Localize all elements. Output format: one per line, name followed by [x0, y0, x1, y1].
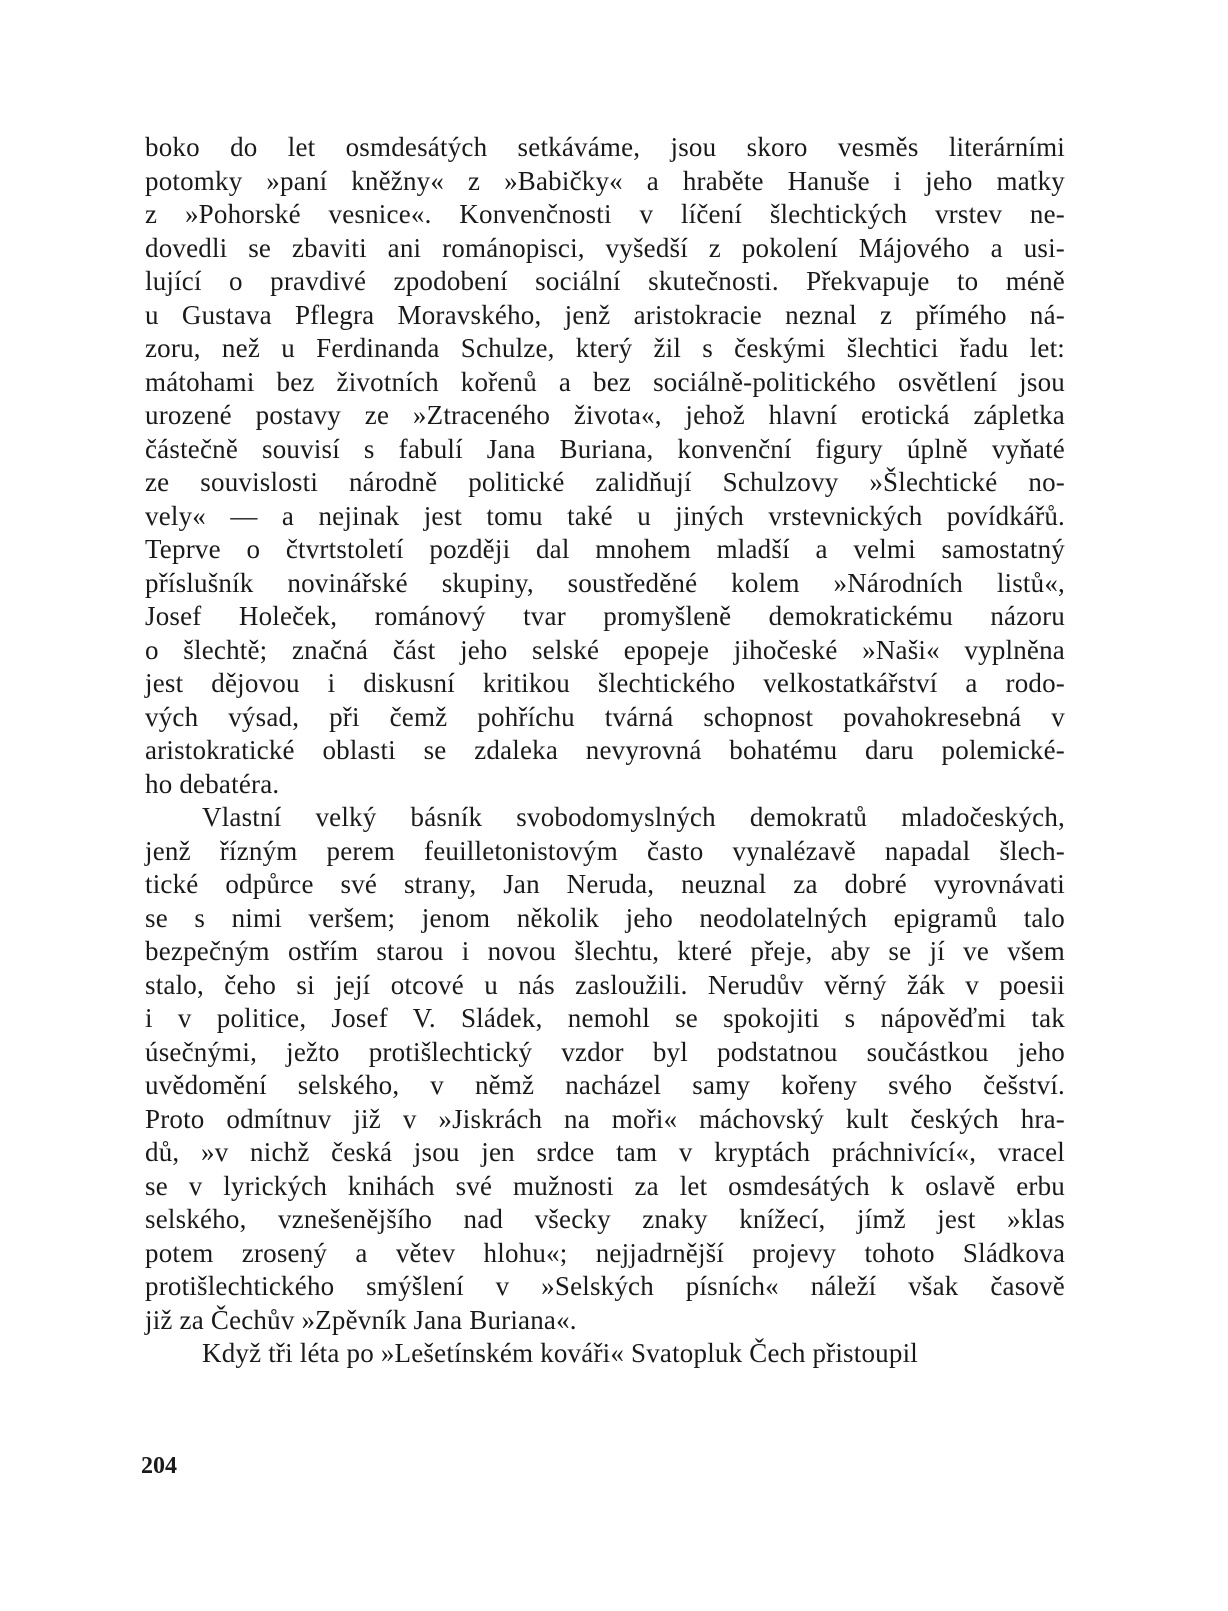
text-line: uvědomění selského, v němž nacházel samy kořeny svého češství. [145, 1070, 1065, 1100]
text-line: selského, vznešenějšího nad všecky znaky knížecí, jímž jest »klas [145, 1204, 1065, 1234]
text-line: mátohami bez životních kořenů a bez sociálně-politického osvětlení jsou [145, 366, 1065, 397]
text-line: stalo, čeho si její otcové u nás zasloužili. Nerudův věrný žák v poesii [145, 969, 1065, 1000]
text-line: Vlastní velký básník svobodomyslných demokratů mladočeských, [202, 802, 1065, 832]
text-line: lující o pravdivé zpodobení sociální skutečnosti. Překvapuje to méně [145, 266, 1065, 296]
text-line: ze souvislosti národně politické zalidňují Schulzovy »Šlechtické no- [145, 467, 1065, 497]
text-line: Teprve o čtvrtstoletí později dal mnohem mladší a velmi samostatný [145, 534, 1065, 564]
text-line: jenž řízným perem feuilletonistovým často vynalézavě napadal šlech- [145, 835, 1065, 866]
body-text [145, 131, 1065, 1371]
text-line: Když tři léta po »Lešetínském kováři« Svatopluk Čech přistoupil [202, 1338, 918, 1368]
text-line: částečně souvisí s fabulí Jana Buriana, konvenční figury úplně vyňaté [145, 433, 1065, 464]
text-line: dovedli se zbaviti ani románopisci, vyšedší z pokolení Májového a usi- [145, 232, 1065, 263]
text-line: příslušník novinářské skupiny, soustředěné kolem »Národních listů«, [145, 567, 1065, 598]
text-line: již za Čechův »Zpěvník Jana Buriana«. [145, 1304, 577, 1335]
text-line: u Gustava Pflegra Moravského, jenž aristokracie neznal z přímého ná- [145, 299, 1065, 330]
page-number: 204 [141, 1453, 177, 1479]
text-line: bezpečným ostřím starou i novou šlechtu, které přeje, aby se jí ve všem [145, 936, 1065, 966]
text-line: jest dějovou i diskusní kritikou šlechtického velkostatkářství a rodo- [145, 668, 1065, 698]
text-line: Josef Holeček, románový tvar promyšleně demokratickému názoru [145, 601, 1065, 631]
text-line: tické odpůrce své strany, Jan Neruda, neuznal za dobré vyrovnávati [145, 869, 1065, 899]
text-line: protišlechtického smýšlení v »Selských písních« náleží však časově [145, 1271, 1065, 1301]
text-line: ho debatéra. [145, 768, 280, 799]
text-line: boko do let osmdesátých setkáváme, jsou skoro vesměs literárními [145, 132, 1065, 162]
text-line: úsečnými, ježto protišlechtický vzdor byl podstatnou součástkou jeho [145, 1036, 1065, 1067]
text-line: z »Pohorské vesnice«. Konvenčnosti v líčení šlechtických vrstev ne- [145, 199, 1065, 229]
text-line: i v politice, Josef V. Sládek, nemohl se spokojiti s nápověďmi tak [145, 1003, 1065, 1033]
text-line: se v lyrických knihách své mužnosti za let osmdesátých k oslavě erbu [145, 1170, 1065, 1201]
text-line: zoru, než u Ferdinanda Schulze, který žil s českými šlechtici řadu let: [145, 333, 1065, 363]
text-line: aristokratické oblasti se zdaleka nevyrovná bohatému daru polemické- [145, 735, 1065, 765]
text-line: o šlechtě; značná část jeho selské epopeje jihočeské »Naši« vyplněna [145, 634, 1065, 665]
paragraph [145, 801, 1065, 1337]
text-line: urozené postavy ze »Ztraceného života«, jehož hlavní erotická zápletka [145, 400, 1065, 430]
text-line: se s nimi veršem; jenom několik jeho neodolatelných epigramů talo [145, 902, 1065, 933]
text-line: Proto odmítnuv již v »Jiskrách na moři« máchovský kult českých hra- [145, 1103, 1065, 1134]
paragraph [145, 131, 1065, 801]
text-line: dů, »v nichž česká jsou jen srdce tam v kryptách práchnivící«, vracel [145, 1137, 1065, 1167]
text-line: vely« — a nejinak jest tomu také u jiných vrstevnických povídkářů. [145, 500, 1065, 531]
text-line: vých výsad, při čemž pohříchu tvárná schopnost povahokresebná v [145, 701, 1065, 732]
text-line: potem zrosený a větev hlohu«; nejjadrnější projevy tohoto Sládkova [145, 1237, 1065, 1268]
paragraph [145, 1337, 1065, 1371]
text-line: potomky »paní kněžny« z »Babičky« a hraběte Hanuše i jeho matky [145, 165, 1065, 196]
